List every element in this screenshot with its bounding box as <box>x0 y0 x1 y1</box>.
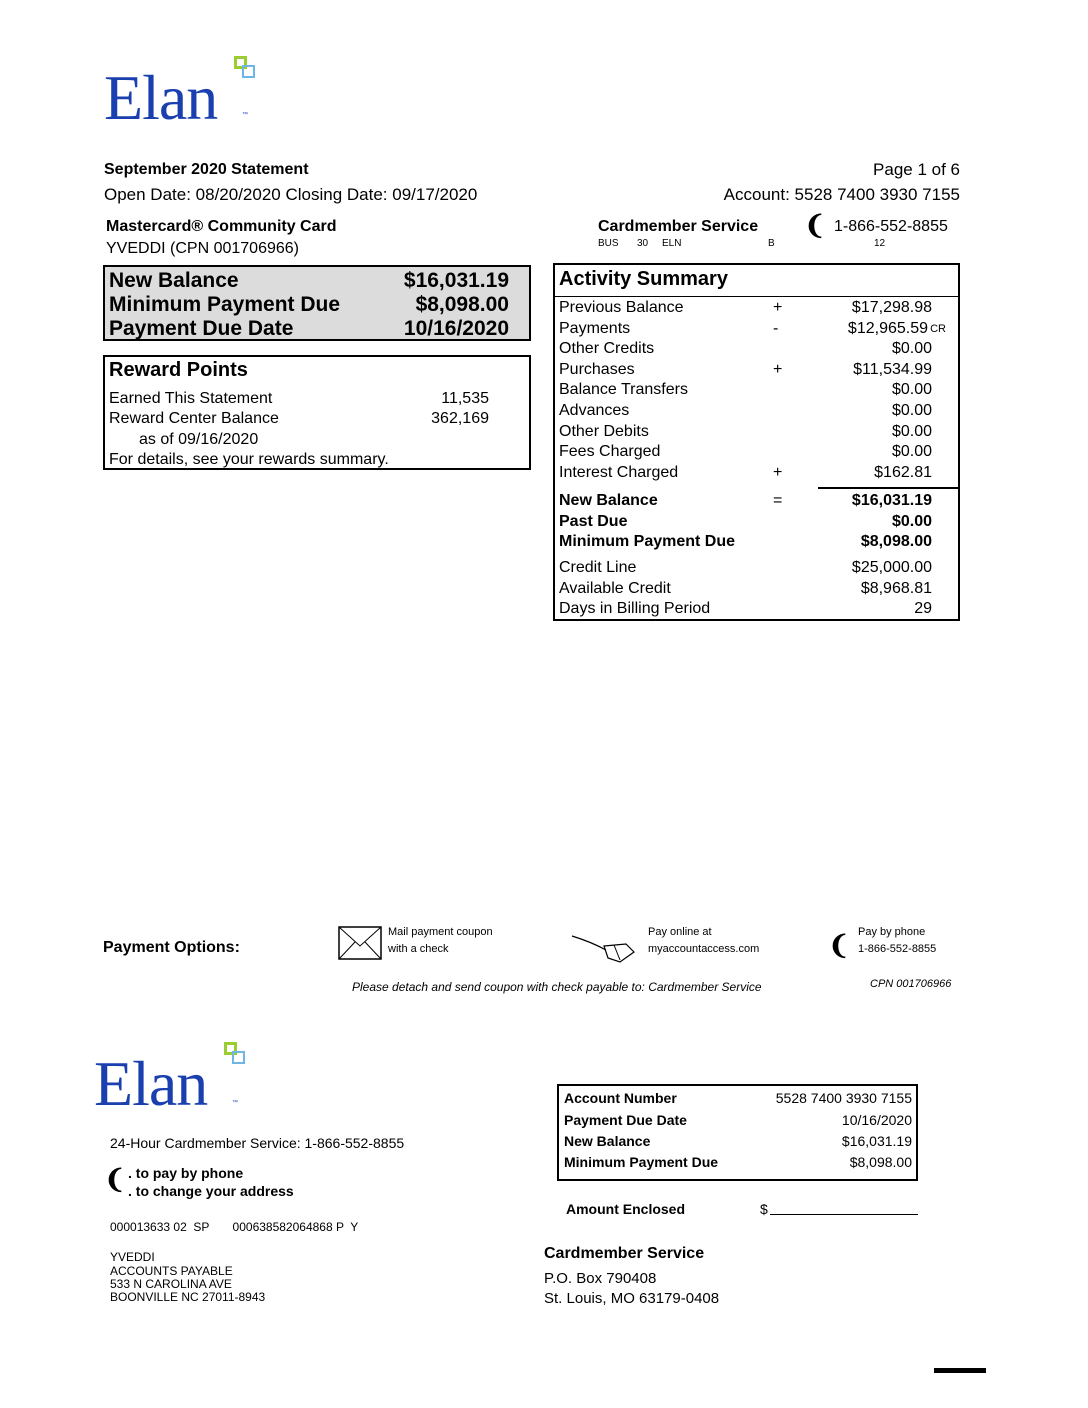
coupon-value: 10/16/2020 <box>841 1112 912 1128</box>
statement-title: September 2020 Statement <box>104 161 309 178</box>
reward-center-value: 362,169 <box>431 410 489 427</box>
address-line-4: BOONVILLE NC 27011-8943 <box>110 1290 266 1304</box>
activity-label: Payments <box>559 319 631 337</box>
logo-blue-square <box>232 1051 245 1064</box>
pay-online-line1: Pay online at <box>648 926 712 938</box>
activity-value: $0.00 <box>891 512 932 530</box>
mail-coupon-line2: with a check <box>388 943 449 955</box>
activity-value: $16,031.19 <box>851 492 932 509</box>
balance-label: Minimum Payment Due <box>109 293 341 316</box>
address-line-1: YVEDDI <box>110 1250 155 1264</box>
service-code-4: B <box>768 238 775 249</box>
activity-value: $8,968.81 <box>860 579 932 597</box>
activity-row <box>555 464 958 486</box>
scan-mark <box>934 1368 986 1373</box>
activity-sign: + <box>773 463 783 481</box>
mouse-icon <box>570 932 638 964</box>
activity-label: Fees Charged <box>559 443 661 461</box>
coupon-summary-table <box>557 1084 918 1181</box>
activity-value: $8,098.00 <box>860 533 932 551</box>
elan-logo-coupon <box>94 1042 264 1119</box>
service-code-3: ELN <box>662 238 682 249</box>
remit-title: Cardmember Service <box>544 1245 705 1262</box>
activity-label: Credit Line <box>559 559 637 576</box>
logo-trademark: ™ <box>232 1100 238 1106</box>
coupon-pay-by-phone: . to pay by phone <box>128 1165 244 1181</box>
envelope-icon <box>338 926 382 960</box>
amount-enclosed-input[interactable] <box>770 1214 918 1215</box>
activity-value: 29 <box>914 600 932 618</box>
coupon-row-account <box>559 1090 916 1112</box>
balance-row-minimum <box>105 293 529 315</box>
activity-sign: + <box>773 360 783 378</box>
activity-value: $0.00 <box>891 422 932 440</box>
logo-wordmark: Elan <box>94 1048 208 1119</box>
activity-summary-box <box>553 263 960 621</box>
activity-label: Interest Charged <box>559 463 679 481</box>
coupon-value: $16,031.19 <box>841 1133 912 1149</box>
card-holder: YVEDDI (CPN 001706966) <box>106 240 299 257</box>
activity-label: Days in Billing Period <box>559 600 711 618</box>
cardmember-service-label: Cardmember Service <box>598 218 759 235</box>
page-number: Page 1 of 6 <box>873 160 960 179</box>
balance-value: $8,098.00 <box>415 293 509 316</box>
activity-row <box>555 492 958 514</box>
activity-label: Balance Transfers <box>559 381 688 399</box>
coupon-label: Payment Due Date <box>564 1112 687 1128</box>
activity-row <box>555 299 958 321</box>
coupon-change-address: . to change your address <box>128 1183 294 1199</box>
coupon-value: $8,098.00 <box>849 1154 912 1170</box>
reward-center-label: Reward Center Balance <box>109 410 279 427</box>
coupon-phone-icon: ❨ <box>104 1164 126 1194</box>
activity-suffix: CR <box>930 322 946 335</box>
activity-value: $17,298.98 <box>851 299 932 316</box>
coupon-label: Minimum Payment Due <box>564 1154 719 1170</box>
logo-blue-square <box>242 65 255 78</box>
detach-note: Please detach and send coupon with check payable to: Cardmember Service <box>352 980 762 994</box>
total-rule <box>818 487 960 489</box>
activity-value: $162.81 <box>874 463 932 481</box>
amount-enclosed-label: Amount Enclosed <box>566 1201 686 1217</box>
activity-row <box>555 513 958 535</box>
coupon-row-due-date <box>559 1112 916 1134</box>
coupon-row-new-balance <box>559 1133 916 1155</box>
activity-row <box>555 443 958 465</box>
coupon-row-minimum <box>559 1154 916 1176</box>
service-phone: 1-866-552-8855 <box>834 218 948 235</box>
pay-online-line2: myaccountaccess.com <box>648 943 760 955</box>
activity-row <box>555 559 958 581</box>
amount-dollar-sign: $ <box>760 1201 768 1217</box>
activity-value: $12,965.59 <box>847 319 928 337</box>
activity-value: $0.00 <box>891 443 932 461</box>
activity-value: $0.00 <box>891 340 932 358</box>
reward-points-box <box>103 355 531 470</box>
elan-logo-top <box>104 56 274 133</box>
activity-row <box>555 533 958 555</box>
activity-label: New Balance <box>559 492 658 509</box>
reward-as-of: as of 09/16/2020 <box>139 431 259 448</box>
balance-value: 10/16/2020 <box>403 317 509 340</box>
activity-label: Other Credits <box>559 340 655 358</box>
activity-sign: + <box>773 299 783 316</box>
service-code-2: 30 <box>637 238 649 249</box>
logo-wordmark: Elan <box>104 62 218 133</box>
activity-label: Available Credit <box>559 579 671 597</box>
coupon-value: 5528 7400 3930 7155 <box>775 1090 912 1106</box>
activity-row <box>555 361 958 383</box>
payment-options-label: Payment Options: <box>103 939 240 956</box>
activity-label: Previous Balance <box>559 299 684 316</box>
mail-coupon-line1: Mail payment coupon <box>388 926 493 938</box>
activity-sign: - <box>773 319 779 337</box>
activity-row <box>555 600 958 622</box>
pay-phone-line1: Pay by phone <box>858 926 926 938</box>
card-name: Mastercard® Community Card <box>106 218 337 235</box>
pay-phone-line2: 1-866-552-8855 <box>858 943 937 955</box>
activity-row <box>555 423 958 445</box>
balance-label: New Balance <box>109 269 239 292</box>
open-closing-dates: Open Date: 08/20/2020 Closing Date: 09/17/2020 <box>104 185 478 204</box>
coupon-scan-codes: 000013633 02 SP 000638582064868 P Y <box>110 1220 359 1234</box>
balance-row-new <box>105 269 529 291</box>
balance-row-due-date <box>105 317 529 339</box>
balance-summary-box <box>103 265 531 341</box>
balance-label: Payment Due Date <box>109 317 294 340</box>
activity-label: Past Due <box>559 512 628 530</box>
reward-points-title: Reward Points <box>109 359 248 381</box>
coupon-label: Account Number <box>564 1090 677 1106</box>
activity-header-rule <box>555 296 958 297</box>
earned-label: Earned This Statement <box>109 390 273 407</box>
logo-trademark: ™ <box>242 112 248 118</box>
activity-row <box>555 320 958 342</box>
balance-value: $16,031.19 <box>403 269 509 292</box>
activity-sign: = <box>773 492 783 509</box>
account-number: Account: 5528 7400 3930 7155 <box>723 185 960 204</box>
activity-label: Minimum Payment Due <box>559 533 736 551</box>
remit-line-2: St. Louis, MO 63179-0408 <box>544 1290 720 1307</box>
activity-label: Purchases <box>559 360 635 378</box>
service-code-1: BUS <box>598 238 619 249</box>
pay-phone-icon: ❨ <box>828 930 850 960</box>
service-code-5: 12 <box>874 238 886 249</box>
remit-line-1: P.O. Box 790408 <box>544 1270 657 1287</box>
activity-label: Advances <box>559 402 630 419</box>
activity-label: Other Debits <box>559 422 649 440</box>
reward-details: For details, see your rewards summary. <box>109 451 389 468</box>
coupon-service-line: 24-Hour Cardmember Service: 1-866-552-8855 <box>110 1135 405 1151</box>
earned-value: 11,535 <box>441 390 489 407</box>
coupon-label: New Balance <box>564 1133 651 1149</box>
address-line-2: ACCOUNTS PAYABLE <box>110 1264 233 1278</box>
coupon-cpn: CPN 001706966 <box>870 978 952 990</box>
address-line-3: 533 N CAROLINA AVE <box>110 1277 232 1291</box>
activity-row <box>555 580 958 602</box>
phone-icon: ❨ <box>804 210 826 240</box>
activity-summary-title: Activity Summary <box>559 268 728 290</box>
activity-value: $0.00 <box>891 381 932 399</box>
activity-value: $11,534.99 <box>853 360 932 378</box>
activity-value: $25,000.00 <box>851 559 932 576</box>
activity-value: $0.00 <box>891 402 932 419</box>
activity-row <box>555 402 958 424</box>
activity-row <box>555 340 958 362</box>
activity-row <box>555 381 958 403</box>
